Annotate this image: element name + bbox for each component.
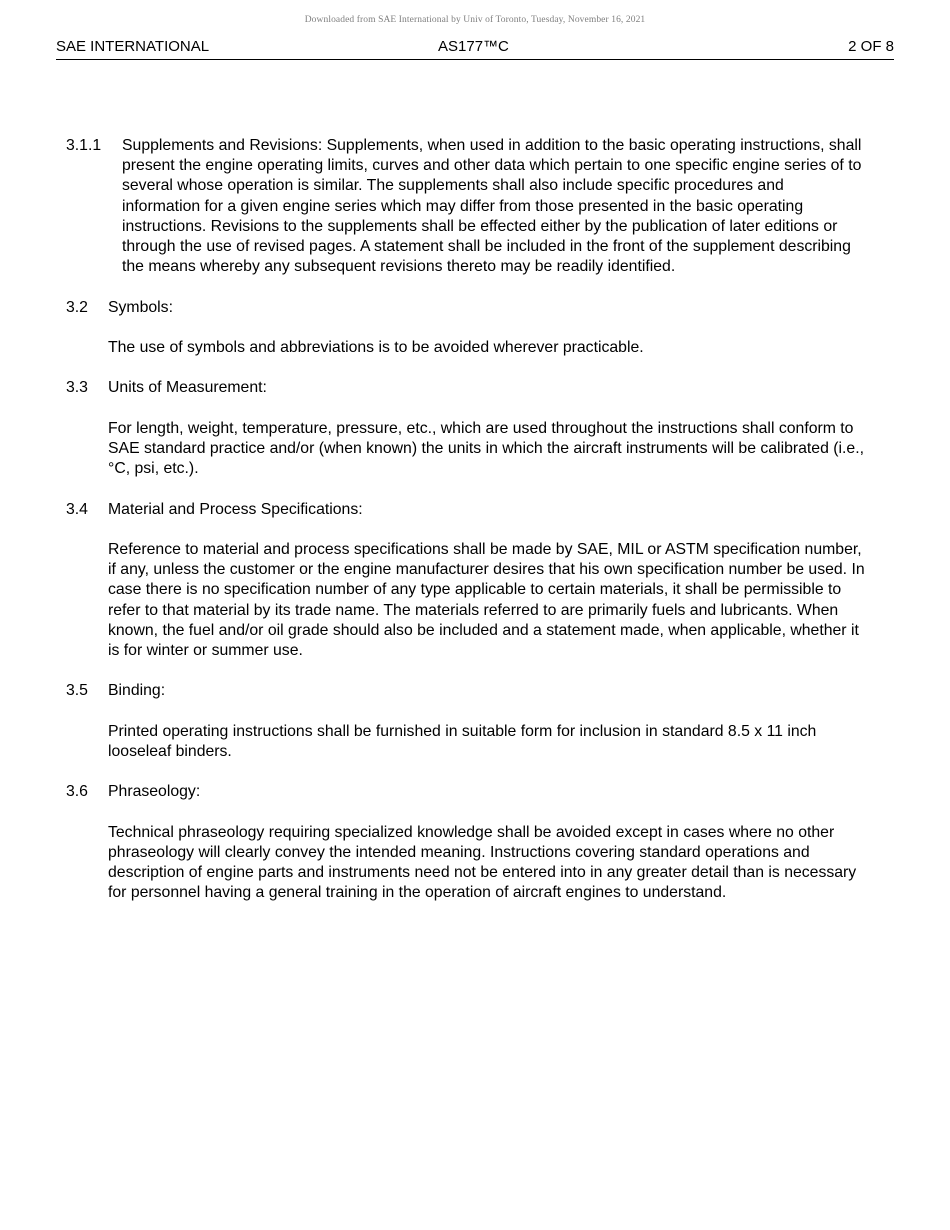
- section-3-4-heading: [66, 500, 866, 520]
- header-page-number: 2 OF 8: [848, 38, 894, 55]
- document-body: [66, 136, 866, 924]
- section-3-2-heading: [66, 298, 866, 318]
- section-heading: Binding:: [108, 682, 166, 700]
- download-watermark: Downloaded from SAE International by Univ of Toronto, Tuesday, November 16, 2021: [304, 15, 646, 25]
- section-heading: Material and Process Specifications:: [108, 500, 363, 518]
- page-header: [56, 38, 894, 60]
- section-heading: Symbols:: [108, 298, 173, 316]
- section-3-5-body: Printed operating instructions shall be furnished in suitable form for inclusion in standard 8.5 x 11 inch looseleaf binders.: [108, 722, 817, 760]
- section-number: 3.4: [66, 500, 88, 518]
- section-3-2-body: The use of symbols and abbreviations is to be avoided wherever practicable.: [108, 339, 644, 356]
- section-3-4-body: Reference to material and process specifications shall be made by SAE, MIL or ASTM specification number, if any, unless the customer or the engine manufacturer desires that his own specification number be used. In case there is no specification number of any type applicable to certain materials, it shall be permissible to refer to that material by its trade name. The materials referred to are primarily fuels and lubricants. When known, the fuel and/or oil grade should also be included and a statement made, when applicable, whether it is for winter or summer use.: [108, 540, 865, 659]
- section-number: 3.6: [66, 783, 88, 801]
- section-3-6-heading: [66, 782, 866, 802]
- section-3-6-body: Technical phraseology requiring specialized knowledge shall be avoided except in cases where no other phraseology will clearly convey the intended meaning. Instructions covering standard operations and description of engine parts and instruments need not be entered into in any greater detail than is necessary for personnel having a general training in the operation of aircraft engines to understand.: [108, 823, 857, 902]
- section-3-3-body: For length, weight, temperature, pressure, etc., which are used throughout the instructions shall conform to SAE standard practice and/or (when known) the units in which the aircraft instruments will be calibrated (i.e., °C, psi, etc.).: [108, 419, 864, 478]
- section-3-1-1: [66, 136, 866, 277]
- section-text: Supplements and Revisions: Supplements, when used in addition to the basic operating instructions, shall present the engine operating limits, curves and other data which pertain to one specific engine series of to several whose operation is similar. The supplements shall also include specific procedures and information for a given engine series which may differ from those presented in the basic operating instructions. Revisions to the supplements shall be effected either by the publication of later editions or through the use of revised pages. A statement shall be included in the front of the supplement describing the means whereby any subsequent revisions thereto may be readily identified.: [122, 137, 862, 276]
- section-number: 3.3: [66, 379, 88, 397]
- section-heading: Phraseology:: [108, 783, 201, 801]
- header-document-number: AS177™C: [438, 38, 509, 55]
- header-organization: SAE INTERNATIONAL: [56, 38, 210, 55]
- section-3-3-heading: [66, 378, 866, 398]
- section-heading: Units of Measurement:: [108, 379, 267, 397]
- section-number: 3.1.1: [66, 137, 102, 154]
- section-number: 3.5: [66, 682, 88, 700]
- section-3-5-heading: [66, 681, 866, 701]
- section-number: 3.2: [66, 298, 88, 316]
